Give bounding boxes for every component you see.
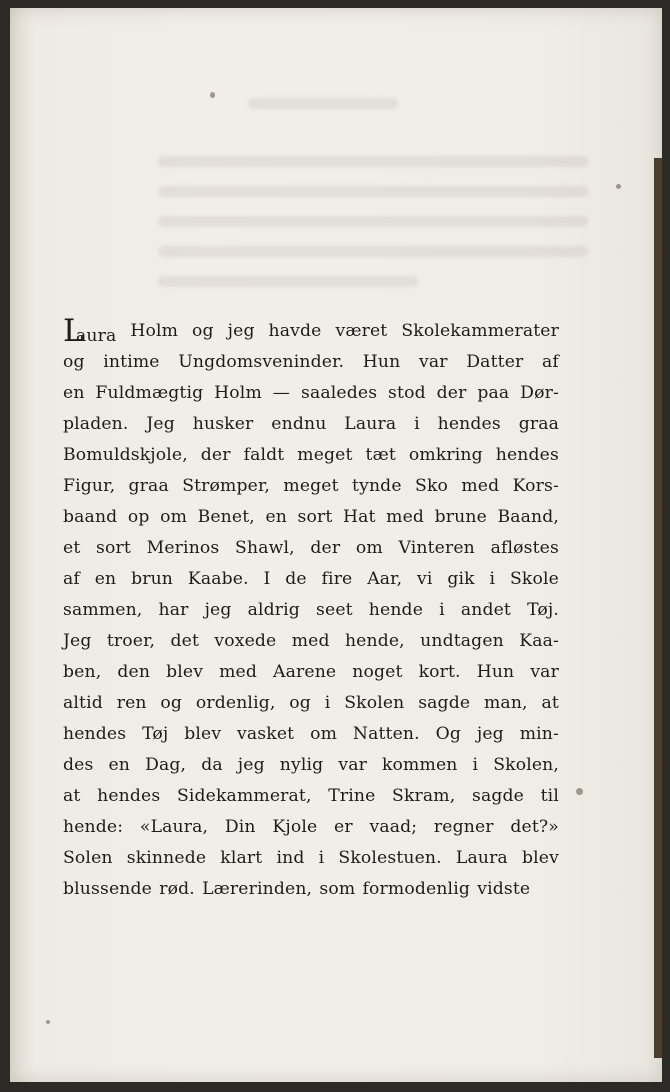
- word: ben,: [63, 662, 102, 682]
- body-text: [63, 313, 559, 905]
- word: om: [355, 538, 383, 558]
- word: Holm: [130, 321, 179, 341]
- text-line: [63, 750, 559, 781]
- text-line: [63, 874, 559, 905]
- word: blev: [521, 848, 559, 868]
- word: Sko: [415, 476, 449, 496]
- word: Skole: [509, 569, 559, 589]
- word: hende: [368, 600, 424, 620]
- word: Shawl,: [235, 538, 295, 558]
- word: paa: [477, 383, 510, 403]
- word: en: [94, 569, 117, 589]
- word: det: [170, 631, 200, 651]
- word: af: [63, 569, 80, 589]
- bleed-line: [158, 276, 418, 287]
- word: nylig: [279, 755, 324, 775]
- word: Laura: [344, 414, 397, 434]
- word: Dag,: [145, 755, 187, 775]
- word: til: [540, 786, 559, 806]
- drop-cap: L: [63, 313, 84, 349]
- word: og: [289, 693, 311, 713]
- word: var: [419, 352, 448, 372]
- word: troer,: [106, 631, 156, 651]
- word: Strømper,: [182, 476, 271, 496]
- word: Jeg: [63, 631, 92, 651]
- word: Baand,: [497, 507, 559, 527]
- word: noget: [352, 662, 403, 682]
- word: Merinos: [146, 538, 220, 558]
- word: Tøj: [142, 724, 169, 744]
- word: hendes: [63, 724, 127, 744]
- word: blev: [184, 724, 222, 744]
- word: Kors-: [512, 476, 559, 496]
- word: graa: [128, 476, 169, 496]
- word: gik: [447, 569, 475, 589]
- word: Skolekammerater: [401, 321, 559, 341]
- text-line: [63, 595, 559, 626]
- word: om: [160, 507, 188, 527]
- word: skinnede: [126, 848, 207, 868]
- word: i: [472, 755, 479, 775]
- word: hendes: [97, 786, 161, 806]
- word: sammen,: [63, 600, 143, 620]
- bleed-line: [158, 186, 588, 197]
- text-line: [63, 409, 559, 440]
- word: Og: [435, 724, 462, 744]
- word: seet: [316, 600, 353, 620]
- word: kommen: [381, 755, 458, 775]
- word: da: [201, 755, 223, 775]
- word: vi: [417, 569, 433, 589]
- word: i: [414, 414, 420, 434]
- text-line: [63, 440, 559, 471]
- word: hende,: [344, 631, 405, 651]
- word: den: [117, 662, 151, 682]
- word: Skram,: [392, 786, 456, 806]
- text-line: [63, 378, 559, 409]
- word: altid: [63, 693, 103, 713]
- word: Lærerinden,: [202, 879, 313, 899]
- word: i: [318, 848, 325, 868]
- word: været: [335, 321, 388, 341]
- word: pladen.: [63, 414, 129, 434]
- word: Din: [224, 817, 256, 837]
- word: Skolen: [344, 693, 405, 713]
- word: Sidekammerat,: [176, 786, 312, 806]
- word: de: [285, 569, 307, 589]
- word: «Laura,: [139, 817, 209, 837]
- word: jeg: [227, 321, 255, 341]
- word: —: [272, 383, 291, 403]
- word: vidste: [477, 879, 531, 899]
- paper-speck: [46, 1020, 50, 1024]
- word: Hat: [343, 507, 376, 527]
- word: fire: [321, 569, 353, 589]
- word: brune: [434, 507, 487, 527]
- word: regner: [433, 817, 494, 837]
- word: Solen: [63, 848, 113, 868]
- word: og: [160, 693, 183, 713]
- word: husker: [192, 414, 254, 434]
- text-line: [63, 313, 559, 349]
- word: med: [386, 507, 425, 527]
- word: ind: [276, 848, 305, 868]
- word: i: [489, 569, 496, 589]
- word-remainder: aura: [76, 326, 117, 346]
- word: med: [219, 662, 258, 682]
- word: Dør-: [520, 383, 559, 403]
- word: Natten.: [352, 724, 420, 744]
- word: og: [63, 352, 85, 372]
- word: ren: [116, 693, 147, 713]
- word: er: [334, 817, 353, 837]
- text-line: [63, 471, 559, 502]
- book-spine-edge: [654, 158, 662, 1058]
- word: Skolestuen.: [338, 848, 442, 868]
- text-line: [63, 812, 559, 843]
- word: ordenlig,: [195, 693, 276, 713]
- word: des: [63, 755, 94, 775]
- word: omkring: [408, 445, 483, 465]
- word: Holm: [214, 383, 262, 403]
- paper-speck: [616, 184, 621, 189]
- word: havde: [268, 321, 322, 341]
- text-line: [63, 502, 559, 533]
- word: jeg: [237, 755, 265, 775]
- word: hendes: [437, 414, 501, 434]
- word: man,: [483, 693, 528, 713]
- show-through-from-reverse-page: [10, 8, 662, 308]
- bleed-line: [158, 246, 588, 257]
- word: en: [63, 383, 85, 403]
- word: Aarene: [273, 662, 337, 682]
- word: intime: [103, 352, 160, 372]
- word: faldt: [243, 445, 285, 465]
- word: endnu: [271, 414, 327, 434]
- word: afløstes: [490, 538, 559, 558]
- word: Laura: [455, 848, 508, 868]
- text-line: [63, 843, 559, 874]
- word: der: [310, 538, 341, 558]
- bleed-heading: [248, 98, 398, 109]
- word: meget: [283, 476, 339, 496]
- word: i: [439, 600, 445, 620]
- word: jeg: [476, 724, 504, 744]
- word: sagde: [418, 693, 471, 713]
- word: om: [310, 724, 338, 744]
- word: som: [319, 879, 356, 899]
- word: Kjole: [272, 817, 318, 837]
- paper-speck: [210, 92, 215, 98]
- word: stod: [388, 383, 426, 403]
- text-line: [63, 657, 559, 688]
- word: at: [541, 693, 559, 713]
- word: har: [158, 600, 189, 620]
- word: at: [63, 786, 81, 806]
- text-line: [63, 533, 559, 564]
- word: voxede: [214, 631, 277, 651]
- word: baand: [63, 507, 118, 527]
- word: andet: [460, 600, 511, 620]
- word: blev: [166, 662, 204, 682]
- word: graa: [518, 414, 559, 434]
- word: meget: [297, 445, 353, 465]
- word: og: [192, 321, 214, 341]
- word: Hun: [362, 352, 401, 372]
- word: tynde: [352, 476, 402, 496]
- text-line: [63, 564, 559, 595]
- word: sagde: [471, 786, 524, 806]
- word: [63, 313, 117, 349]
- word: med: [291, 631, 330, 651]
- word: Jeg: [146, 414, 175, 434]
- text-line: [63, 719, 559, 750]
- word: en: [265, 507, 287, 527]
- word: undtagen: [420, 631, 504, 651]
- word: hende:: [63, 817, 124, 837]
- book-page: [10, 8, 662, 1082]
- word: Vinteren: [398, 538, 475, 558]
- word: sort: [96, 538, 131, 558]
- word: jeg: [204, 600, 232, 620]
- word: rød.: [159, 879, 195, 899]
- word: vasket: [237, 724, 295, 744]
- word: der: [436, 383, 467, 403]
- word: Benet,: [197, 507, 255, 527]
- word: var: [530, 662, 559, 682]
- bleed-line: [158, 156, 588, 167]
- word: der: [200, 445, 231, 465]
- text-line: [63, 688, 559, 719]
- word: hendes: [495, 445, 559, 465]
- word: op: [127, 507, 150, 527]
- word: Ungdomsveninder.: [178, 352, 345, 372]
- word: Kaa-: [519, 631, 559, 651]
- word: aldrig: [247, 600, 300, 620]
- word: Trine: [328, 786, 376, 806]
- word: saaledes: [300, 383, 378, 403]
- word: Kaabe.: [187, 569, 249, 589]
- word: en: [108, 755, 131, 775]
- text-line: [63, 781, 559, 812]
- word: Fuldmægtig: [95, 383, 204, 403]
- word: formodenlig: [362, 879, 470, 899]
- bleed-line: [158, 216, 588, 227]
- word: blussende: [63, 879, 152, 899]
- word: et: [63, 538, 81, 558]
- word: Bomuldskjole,: [63, 445, 188, 465]
- word: vaad;: [369, 817, 418, 837]
- text-line: [63, 626, 559, 657]
- paper-speck: [576, 788, 583, 795]
- word: sort: [297, 507, 333, 527]
- word: i: [324, 693, 331, 713]
- word: kort.: [418, 662, 461, 682]
- word: Skolen,: [493, 755, 559, 775]
- word: af: [542, 352, 559, 372]
- word: med: [461, 476, 500, 496]
- word: det?»: [510, 817, 559, 837]
- word: klart: [220, 848, 263, 868]
- word: tæt: [365, 445, 396, 465]
- word: Figur,: [63, 476, 116, 496]
- word: var: [338, 755, 367, 775]
- word: Tøj.: [527, 600, 559, 620]
- word: min-: [519, 724, 559, 744]
- word: Datter: [466, 352, 524, 372]
- text-line: [63, 347, 559, 378]
- word: brun: [131, 569, 174, 589]
- word: I: [263, 569, 271, 589]
- word: Aar,: [367, 569, 403, 589]
- word: Hun: [476, 662, 515, 682]
